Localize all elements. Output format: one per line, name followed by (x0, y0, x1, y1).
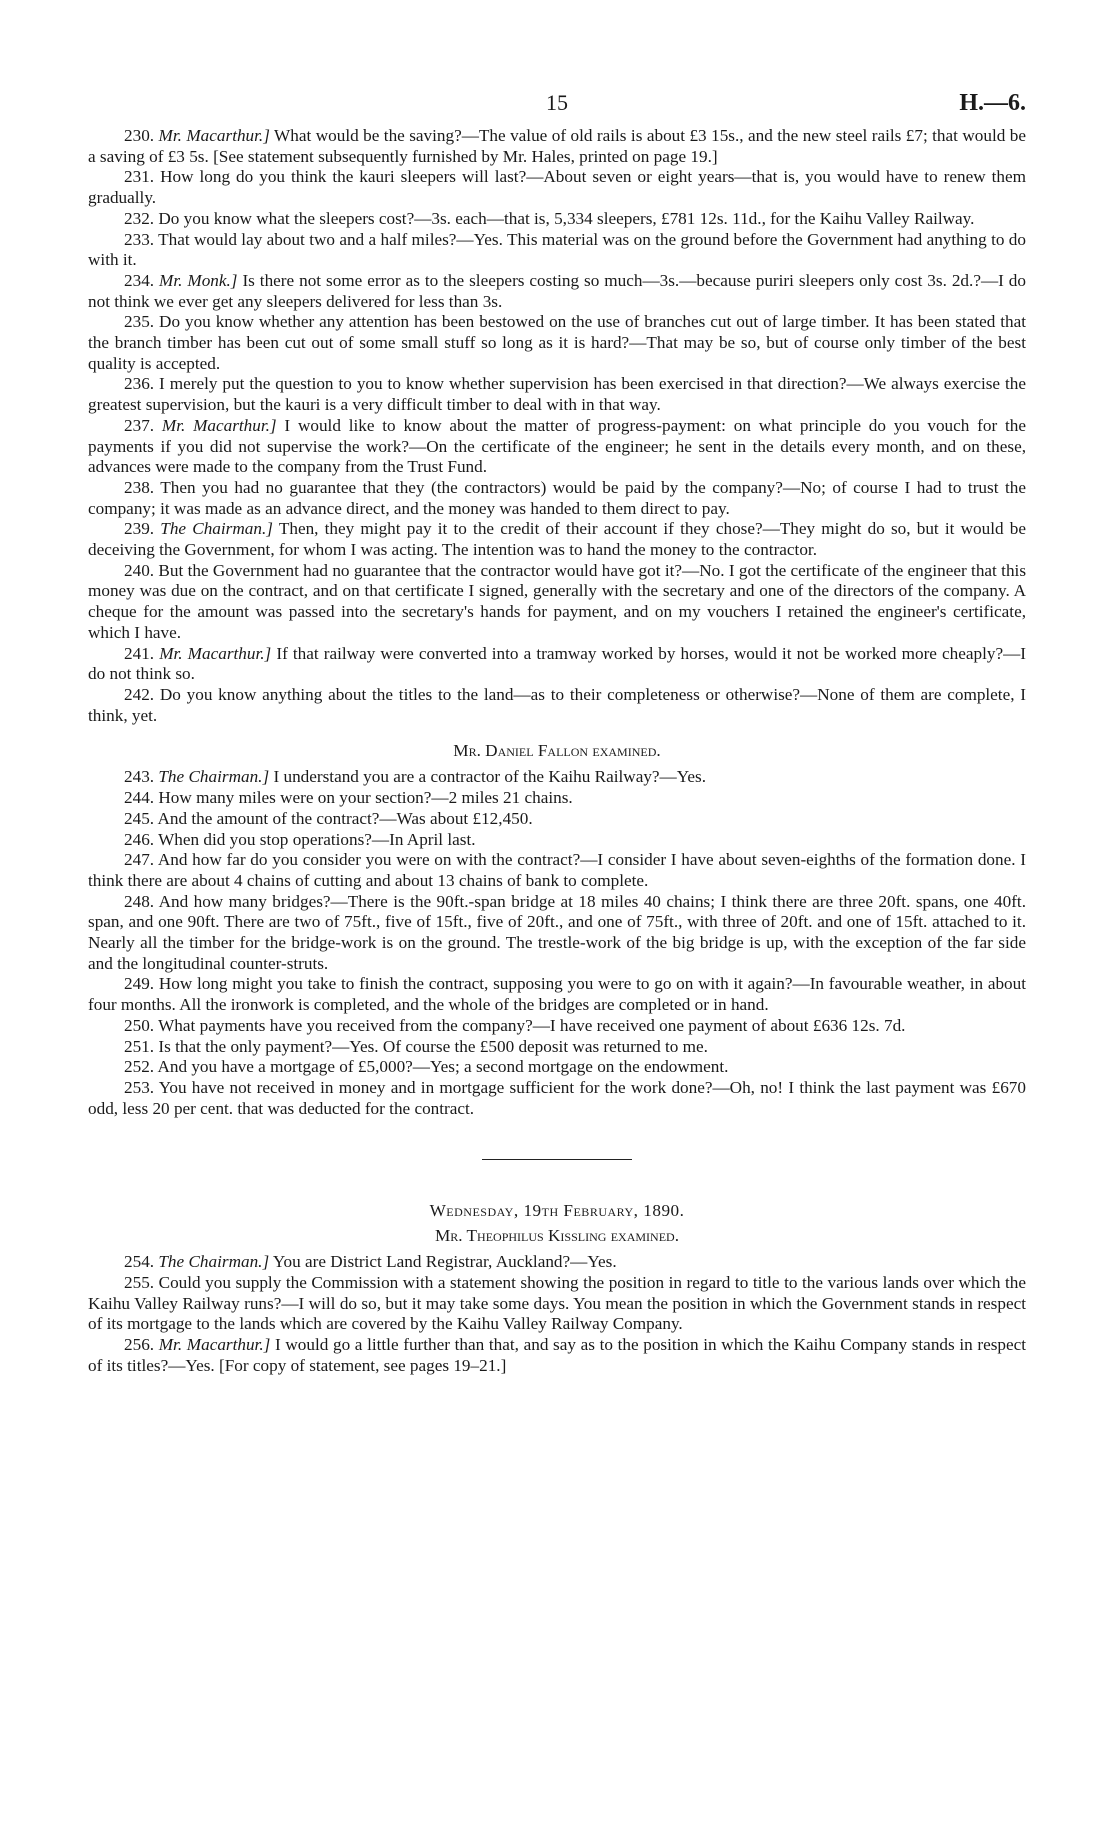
question-text: I would like to know about the matter of progress-payment: on what principle do you vouch for the payments if you did not supervise the work?—On the certificate of the engineer; he sent in the details every month, and on these, advances were made to the company from the Trust Fund. (88, 415, 1026, 477)
question-text: And how far do you consider you were on with the contract?—I consider I have about seven-eighths of the formation done. I think there are about 4 chains of cutting and about 13 chains of bank to complete. (88, 850, 1026, 890)
question-number: 250. (124, 1015, 159, 1035)
question-text: What payments have you received from the company?—I have received one payment of about £636 12s. 7d. (158, 1015, 906, 1035)
question-number: 241. (124, 643, 160, 663)
date-heading: Wednesday, 19th February, 1890. (429, 1201, 685, 1221)
question-paragraph (88, 209, 1026, 230)
question-paragraph (88, 644, 1026, 685)
question-paragraph (88, 1252, 1026, 1273)
question-number: 242. (124, 684, 160, 704)
question-text: I would go a little further than that, and say as to the position in which the Kaihu Company stands in respect of its titles?—Yes. [For copy of statement, see pages 19–21.] (88, 1335, 1027, 1375)
question-paragraph (88, 1335, 1026, 1376)
question-paragraph (88, 519, 1026, 560)
question-number: 231. (124, 167, 161, 187)
question-text: Do you know what the sleepers cost?—3s. each—that is, 5,334 sleepers, £781 12s. 11d., for the Kaihu Valley Railway. (158, 208, 975, 228)
question-paragraph (88, 809, 1026, 830)
question-number: 236. (124, 374, 160, 394)
question-text: When did you stop operations?—In April last. (158, 829, 476, 849)
question-paragraph (88, 1016, 1026, 1037)
question-paragraph (88, 830, 1026, 851)
question-number: 238. (124, 477, 161, 497)
document-reference: H.—6. (959, 90, 1026, 116)
evidence-section-kissling (88, 1252, 1026, 1376)
question-paragraph (88, 1037, 1026, 1058)
question-text: Do you know anything about the titles to the land—as to their completeness or otherwise?—None of them are complete, I think, yet. (88, 684, 1027, 725)
question-text: Then you had no guarantee that they (the contractors) would be paid by the company?—No; of course I had to trust the company; it was made as an advance direct, and the money was handed to them direct to pay. (88, 477, 1026, 518)
question-number: 252. (124, 1057, 158, 1077)
question-paragraph (88, 1078, 1026, 1119)
question-number: 240. (124, 560, 159, 580)
witness-heading-fallon: Mr. Daniel Fallon examined. (453, 741, 661, 761)
question-paragraph (88, 788, 1026, 809)
witness-heading-kissling: Mr. Theophilus Kissling examined. (434, 1226, 680, 1246)
question-text: How long might you take to finish the contract, supposing you were to go on with it again?—In favourable weather, in about four months. All the ironwork is completed, and the whole of the bridges are completed or in hand. (88, 974, 1026, 1015)
question-text: And you have a mortgage of £5,000?—Yes; a second mortgage on the endowment. (157, 1057, 729, 1077)
question-number: 243. (124, 767, 159, 787)
question-paragraph (88, 1273, 1026, 1335)
question-paragraph (88, 312, 1026, 374)
question-paragraph (88, 416, 1026, 478)
question-number: 253. (124, 1077, 159, 1097)
question-paragraph (88, 974, 1026, 1015)
question-paragraph (88, 892, 1026, 975)
question-paragraph (88, 1057, 1026, 1078)
question-text: Could you supply the Commission with a statement showing the position in regard to title to the various lands over which the Kaihu Valley Railway runs?—I will do so, but it may take some days. You mean the position in which the Government stands in respect of its mortgage to the lands which are covered by the Kaihu Valley Railway Company. (88, 1273, 1026, 1334)
question-text: Is that the only payment?—Yes. Of course the £500 deposit was returned to me. (158, 1036, 708, 1056)
question-paragraph (88, 561, 1026, 644)
question-text: How many miles were on your section?—2 miles 21 chains. (158, 788, 573, 808)
question-text: What would be the saving?—The value of old rails is about £3 15s., and the new steel rails £7; that would be a saving of £3 5s. [See statement subsequently furnished by Mr. Hales, printed on page 19.] (88, 126, 1027, 166)
speaker-name: Mr. Macarthur.] (158, 1335, 271, 1355)
question-number: 255. (124, 1273, 159, 1293)
question-text: Is there not some error as to the sleepers costing so much—3s.—because puriri sleepers only cost 3s. 2d.?—I do not think we ever get any sleepers delivered for less than 3s. (88, 270, 1026, 311)
evidence-section-fallon (88, 767, 1026, 1119)
question-number: 244. (124, 788, 159, 808)
speaker-name: Mr. Macarthur.] (158, 126, 270, 145)
question-number: 248. (124, 891, 159, 911)
question-text: I merely put the question to you to know whether supervision has been exercised in that direction?—We always exercise the greatest supervision, but the kauri is a very difficult timber to deal with in that way. (88, 374, 1027, 415)
question-paragraph (88, 374, 1026, 415)
question-text: How long do you think the kauri sleepers will last?—About seven or eight years—that is, you would have to renew them gradually. (88, 167, 1026, 208)
question-paragraph (88, 271, 1026, 312)
question-paragraph (88, 850, 1026, 891)
page (88, 82, 1026, 1377)
speaker-name: The Chairman.] (158, 767, 270, 787)
question-number: 233. (124, 229, 159, 249)
question-text: You have not received in money and in mortgage sufficient for the work done?—Oh, no! I think the last payment was £670 odd, less 20 per cent. that was deducted for the contract. (88, 1077, 1026, 1118)
question-text: And the amount of the contract?—Was about £12,450. (157, 808, 533, 828)
question-text: And how many bridges?—There is the 90ft.-span bridge at 18 miles 40 chains; I think there are three 20ft. spans, one 40ft. span, and one 90ft. There are two of 75ft., five of 15ft., five of 20ft., and one of 75ft., with three of 20ft. and one of 15ft. attached to it. Nearly all the timber for the bridge-work is on the ground. The trestle-work of the big bridge is up, with the exception of the far side and the longitudinal counter-struts. (88, 891, 1026, 973)
question-number: 254. (124, 1252, 159, 1272)
question-paragraph (88, 126, 1026, 167)
question-number: 247. (124, 850, 158, 870)
question-number: 246. (124, 829, 159, 849)
section-divider (482, 1159, 632, 1160)
question-paragraph (88, 230, 1026, 271)
speaker-name: Mr. Macarthur.] (159, 643, 272, 663)
question-text: I understand you are a contractor of the Kaihu Railway?—Yes. (269, 767, 707, 787)
speaker-name: Mr. Monk.] (159, 270, 238, 290)
page-header (88, 82, 1026, 126)
question-text: That would lay about two and a half miles?—Yes. This material was on the ground before the Government had anything to do with it. (88, 229, 1026, 270)
question-number: 234. (124, 270, 160, 290)
evidence-section-continued (88, 126, 1026, 726)
question-number: 249. (124, 974, 159, 994)
question-text: Do you know whether any attention has been bestowed on the use of branches cut out of large timber. It has been stated that the branch timber has been cut out of some small stuff so long as it is hard?—That may be so, but of course only timber of the best quality is accepted. (88, 312, 1027, 373)
question-number: 230. (124, 126, 159, 145)
question-text: But the Government had no guarantee that the contractor would have got it?—No. I got the certificate of the engineer that this money was due on the contract, and on that certificate I signed, generally with the secretary and one of the directors of the company. A cheque for the amount was passed into the secretary's hands for payment, and on my vouchers I retained the engineer's certificate, which I have. (88, 560, 1027, 642)
question-text: If that railway were converted into a tramway worked by horses, would it not be worked more cheaply?—I do not think so. (88, 643, 1027, 684)
question-text: Then, they might pay it to the credit of their account if they chose?—They might do so, but it would be deceiving the Government, for whom I was acting. The intention was to hand the money to the contractor. (88, 519, 1027, 560)
question-paragraph (88, 167, 1026, 208)
question-number: 232. (124, 208, 159, 228)
question-paragraph (88, 767, 1026, 788)
page-number: 15 (546, 90, 568, 115)
question-number: 245. (124, 808, 158, 828)
speaker-name: The Chairman.] (158, 1252, 270, 1272)
question-paragraph (88, 685, 1026, 726)
speaker-name: Mr. Macarthur.] (161, 415, 277, 435)
question-paragraph (88, 478, 1026, 519)
question-number: 256. (124, 1335, 159, 1355)
question-text: You are District Land Registrar, Auckland?—Yes. (269, 1252, 617, 1272)
question-number: 235. (124, 312, 160, 332)
question-number: 239. (124, 519, 161, 539)
question-number: 237. (124, 415, 162, 435)
question-number: 251. (124, 1036, 159, 1056)
speaker-name: The Chairman.] (160, 519, 273, 539)
